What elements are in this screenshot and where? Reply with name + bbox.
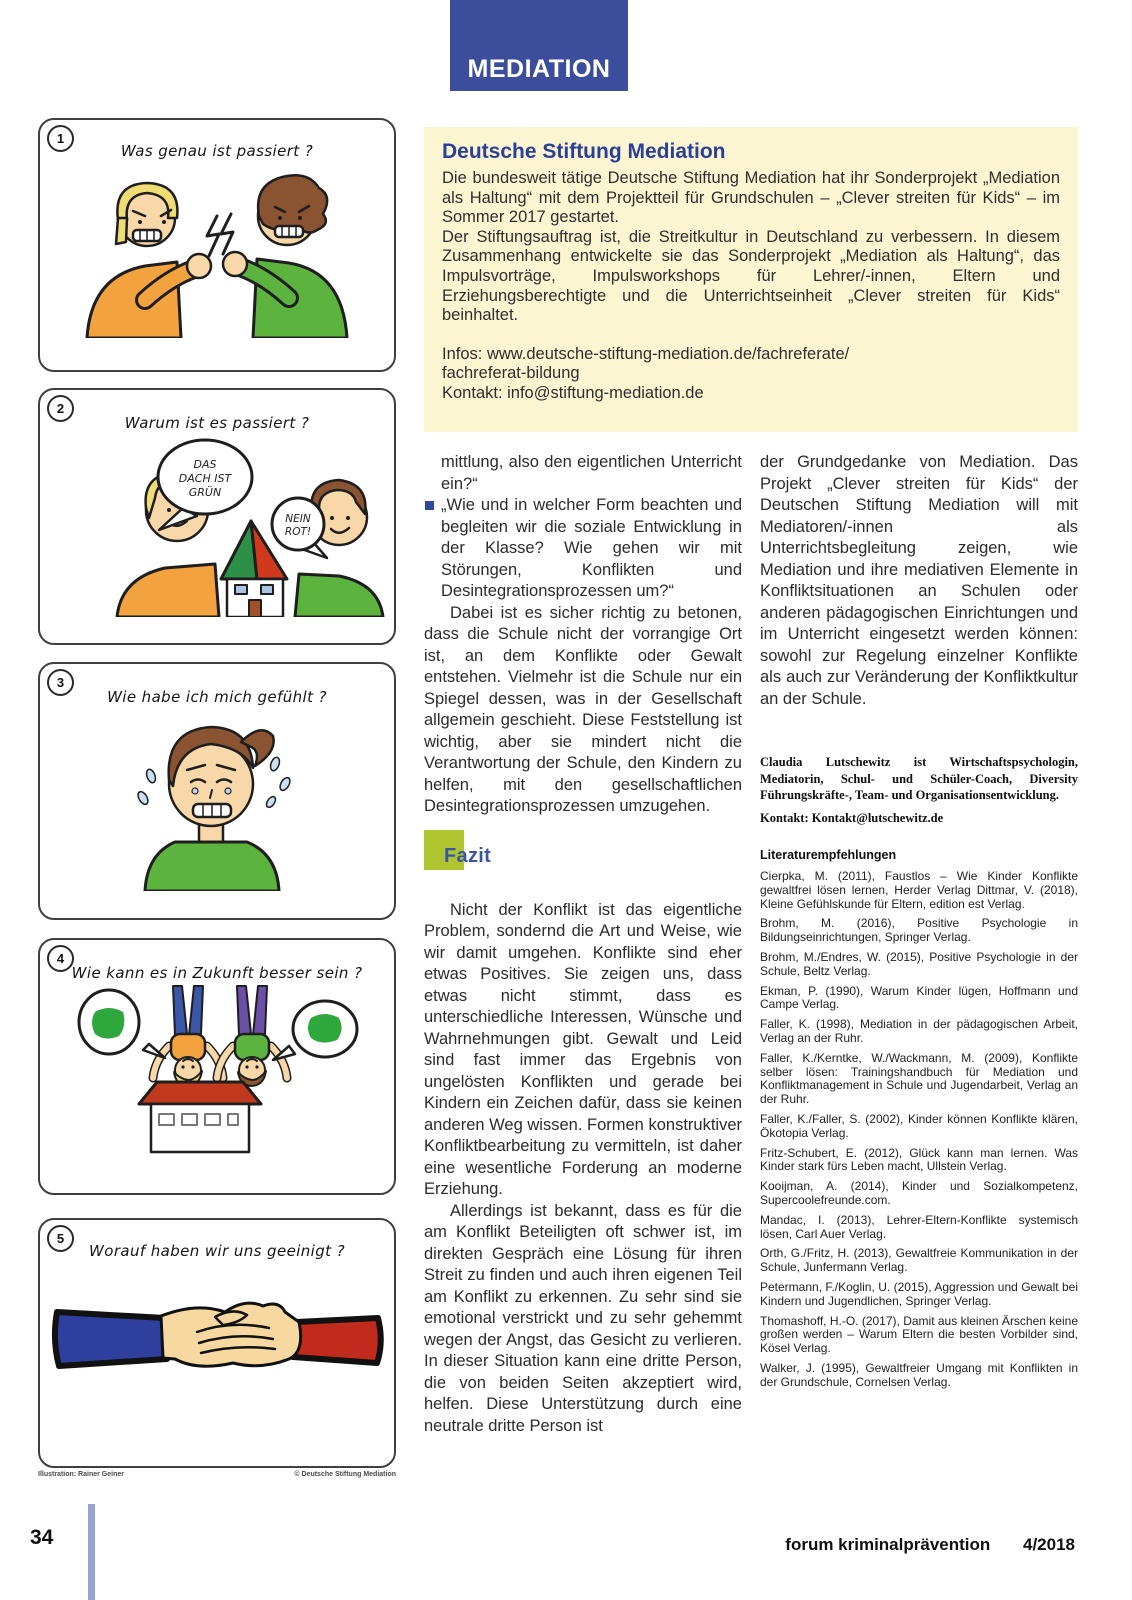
article-column-right bbox=[760, 452, 1078, 1396]
panel-caption: Wie kann es in Zukunft besser sein ? bbox=[71, 964, 363, 982]
illustration-panel-2 bbox=[38, 388, 396, 645]
literature-entry: Ekman, P. (1990), Warum Kinder lügen, Hoffmann und Campe Verlag. bbox=[760, 983, 1078, 1012]
body-paragraph: Dabei ist es sicher richtig zu betonen, dass die Schule nicht der vorrangige Ort ist, an dem Konflikte oder Gewalt entstehen. Vielmehr ist die Schule nur ein Spiegel dessen, was in der Gesellschaft allgemein geschieht. Diese Feststellung ist wichtig, aber sie mindert nicht die Verantwortung der Schule, den Kindern zu helfen, mit den gesellschaftlichen Desintegrationsprozessen umzugehen. bbox=[424, 603, 742, 815]
panel-number-badge: 5 bbox=[47, 1225, 74, 1252]
panel-number-badge: 4 bbox=[47, 945, 74, 972]
illustration-house-roof-dispute bbox=[47, 432, 387, 617]
body-paragraph: Nicht der Konflikt ist das eigentliche Problem, sondernd die Art und Weise, wie wir damit umgehen. Konflikte sind eher etwas Positives. Sie zeigen uns, dass etwas nicht stimmt, dass es unterschiedliche Interessen, Wünsche und Wahrnehmungen gibt. Gewalt und Leid sind fast immer das Ergebnis von ungelösten Konflikten und gerade bei Kindern ein Zeichen dafür, dass sie keinen anderen Weg wissen. Formen konstruktiver Konfliktbearbeitung zu vermitteln, ist daher eine wesentliche Forderung an moderne Erziehung. bbox=[424, 900, 742, 1198]
literature-heading: Literaturempfehlungen bbox=[760, 848, 897, 862]
infobox-paragraph: Die bundesweit tätige Deutsche Stiftung Mediation hat ihr Sonderprojekt „Mediation als Haltung“ mit dem Projektteil für Grundschulen – „Clever streiten für Kids“ – im Sommer 2017 gestartet. bbox=[442, 169, 1060, 227]
illustration-handshake bbox=[47, 1260, 387, 1432]
bullet-item-text: „Wie und in welcher Form beachten und begleiten wir die soziale Entwicklung in der Klasse? Wie gehen wir mit Störungen, Konflikten und Desintegrationsprozessen um?“ bbox=[441, 496, 742, 600]
panel-number-badge: 2 bbox=[47, 395, 74, 422]
article-column-left bbox=[424, 452, 742, 1437]
panel-number-badge: 3 bbox=[47, 669, 74, 696]
panel-number-badge: 1 bbox=[47, 125, 74, 152]
square-bullet-icon bbox=[425, 501, 434, 510]
illustration-credits bbox=[38, 1471, 396, 1478]
literature-entry: Faller, K. (1998), Mediation in der pädagogischen Arbeit, Verlag an der Ruhr. bbox=[760, 1017, 1078, 1045]
illustration-headstand-kids-on-house bbox=[47, 982, 387, 1167]
author-contact[interactable]: Kontakt: Kontakt@lutschewitz.de bbox=[760, 810, 944, 825]
infobox-url-line2[interactable]: fachreferat-bildung bbox=[442, 364, 580, 383]
infobox-paragraph: Der Stiftungsauftrag ist, die Streitkultur in Deutschland zu verbessern. In diesem Zusammenhang entwickelte sie das Sonderprojekt „Mediation als Haltung“, das Impulsvorträge, Impulsworkshops für Lehrer/-innen, Eltern und Erziehungsberechtigte und die Unterrichtseinheit „Clever streiten für Kids“ beinhaltet. bbox=[442, 227, 1060, 325]
literature-entry: Brohm, M. (2016), Positive Psychologie in Bildungseinrichtungen, Springer Verlag. bbox=[760, 916, 1078, 945]
speech-bubble-text: GRÜN bbox=[188, 486, 222, 499]
fazit-heading-block bbox=[424, 830, 742, 872]
footer-accent-bar bbox=[88, 1504, 95, 1600]
panel-caption: Warum ist es passiert ? bbox=[124, 414, 310, 432]
copyright-credit: © Deutsche Stiftung Mediation bbox=[294, 1471, 396, 1478]
paragraph-fragment: mittlung, also den eigentlichen Unterricht ein?“ bbox=[441, 453, 742, 493]
footer-journal-line bbox=[785, 1535, 1075, 1555]
literature-entry: Faller, K./Kerntke, W./Wackmann, M. (2009), Konflikte selber lösen: Trainingshandbuch für Mediation und Konfliktmanagement in Schule und Jugendarbeit, Verlag an der Ruhr. bbox=[760, 1050, 1078, 1107]
literature-entry: Kooijman, A. (2014), Kinder und Sozialkompetenz, Supercoolefreunde.com. bbox=[760, 1179, 1078, 1207]
infobox-title: Deutsche Stiftung Mediation bbox=[442, 140, 726, 163]
literature-entry: Brohm, M./Endres, W. (2015), Positive Psychologie in der Schule, Beltz Verlag. bbox=[760, 949, 1078, 978]
literature-entry: Petermann, F./Koglin, U. (2015), Aggression und Gewalt bei Kindern und Jugendlichen, Springer Verlag. bbox=[760, 1279, 1078, 1308]
literature-entry: Fritz-Schubert, E. (2012), Glück kann man lernen. Was Kinder stark fürs Leben macht, Ullstein Verlag. bbox=[760, 1145, 1078, 1174]
literature-list bbox=[760, 870, 1078, 1390]
illustrator-credit: Illustration: Rainer Geiner bbox=[38, 1471, 124, 1478]
illustration-panel-4 bbox=[38, 938, 396, 1195]
body-paragraph: der Grundgedanke von Mediation. Das Projekt „Clever streiten für Kids“ der Deutschen Stiftung Mediation will mit Mediatoren/-innen als Unterrichtsbegleitung zeigen, wie Mediation und ihre mediativen Elemente in Konfliktsituationen an Schulen oder anderen pädagogischen Einrichtungen und im Unterricht eingesetzt werden können: sowohl zur Regelung einzelner Konflikte als auch zur Veränderung der Konfliktkultur an der Schule. bbox=[760, 453, 1078, 708]
speech-bubble-text: NEIN bbox=[285, 513, 311, 525]
page-number: 34 bbox=[30, 1526, 54, 1549]
panel-caption: Was genau ist passiert ? bbox=[120, 142, 314, 160]
illustration-crying-child bbox=[47, 706, 387, 891]
section-banner bbox=[450, 0, 628, 91]
literature-entry: Faller, K./Faller, S. (2002), Kinder können Konflikte klären, Ökotopia Verlag. bbox=[760, 1111, 1078, 1140]
fazit-heading: Fazit bbox=[444, 844, 492, 867]
literature-entry: Thomashoff, H.-O. (2017), Damit aus kleinen Ärschen keine großen werden – Warum Eltern die besten Vorbilder sind, Kösel Verlag. bbox=[760, 1313, 1078, 1356]
journal-issue: 4/2018 bbox=[1023, 1535, 1075, 1554]
section-banner-label: MEDIATION bbox=[467, 55, 611, 83]
body-paragraph: Allerdings ist bekannt, dass es für die am Konflikt Beteiligten oft schwer ist, im direkten Gespräch eine Lösung für ihren Streit zu finden und auch ihren eigenen Teil am Konflikt zu erkennen. Zu sehr sind sie emotional verstrickt und zu sehr gehemmt wegen der Angst, das Gesicht zu verlieren. In dieser Situation kann eine dritte Person, die von beiden Seiten akzeptiert wird, helfen. Diese Unterstützung durch eine neutrale dritte Person ist bbox=[424, 1201, 742, 1435]
infobox-email[interactable]: Kontakt: info@stiftung-mediation.de bbox=[442, 383, 704, 402]
illustration-panel-1 bbox=[38, 118, 396, 372]
panel-caption: Wie habe ich mich gefühlt ? bbox=[107, 688, 327, 706]
illustration-two-kids-arguing bbox=[47, 160, 387, 338]
literature-entry: Walker, J. (1995), Gewaltfreier Umgang mit Konflikten in der Grundschule, Cornelsen Verlag. bbox=[760, 1360, 1078, 1389]
speech-bubble-text: DACH IST bbox=[178, 472, 232, 485]
author-bio: Claudia Lutschewitz ist Wirtschaftspsychologin, Mediatorin, Schul- und Schüler-Coach, Diversity Führungskräfte-, Team- und Organisationsentwicklung. bbox=[760, 755, 1078, 802]
literature-entry: Orth, G./Fritz, H. (2013), Gewaltfreie Kommunikation in der Schule, Junfermann Verlag. bbox=[760, 1246, 1078, 1275]
literature-entry: Mandac, I. (2013), Lehrer-Eltern-Konflikte systemisch lösen, Carl Auer Verlag. bbox=[760, 1212, 1078, 1241]
illustration-panel-5 bbox=[38, 1218, 396, 1468]
illustration-panel-3 bbox=[38, 662, 396, 920]
panel-caption: Worauf haben wir uns geeinigt ? bbox=[89, 1242, 345, 1260]
infobox-url[interactable]: Infos: www.deutsche-stiftung-mediation.de/fachreferate/ bbox=[442, 344, 850, 363]
stiftung-infobox bbox=[424, 127, 1078, 432]
speech-bubble-text: DAS bbox=[193, 458, 217, 471]
speech-bubble-text: ROT! bbox=[284, 526, 312, 538]
literature-entry: Cierpka, M. (2011), Faustlos – Wie Kinder Konflikte gewaltfrei lösen lernen, Herder Verlag Dittmar, V. (2018), Kleine Gefühlskunde für Eltern, edition est Verlag. bbox=[760, 869, 1078, 911]
journal-title: forum kriminalprävention bbox=[785, 1535, 991, 1554]
infobox-spacer bbox=[442, 326, 1060, 345]
bullet-list-item bbox=[424, 495, 742, 603]
